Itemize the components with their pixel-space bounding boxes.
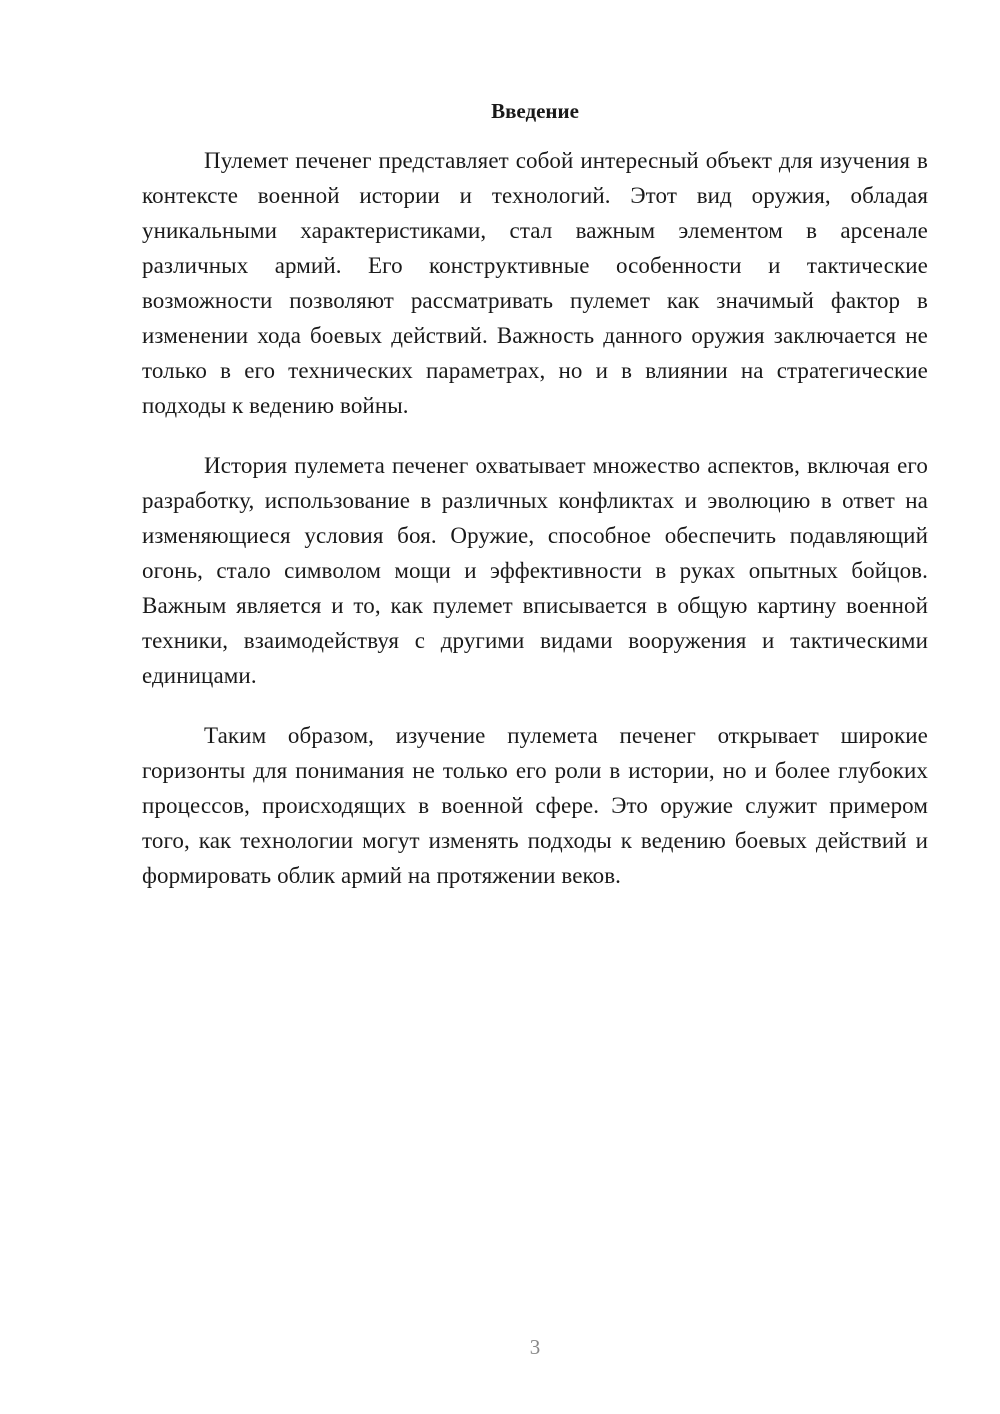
page-number: 3 — [529, 1335, 541, 1359]
body-text — [142, 143, 928, 918]
section-title: Введение — [491, 99, 579, 123]
paragraph-1: Пулемет печенег представляет собой интересный объект для изучения в контексте военной истории и технологий. Этот вид оружия, обладая уникальными характеристиками, стал важным элементом в арсенале различных армий. Его конструктивные особенности и тактические возможности позволяют рассматривать пулемет как значимый фактор в изменении хода боевых действий. Важность данного оружия заключается не только в его технических параметрах, но и в влиянии на стратегические подходы к ведению войны. — [142, 148, 928, 418]
paragraph-2: История пулемета печенег охватывает множество аспектов, включая его разработку, использование в различных конфликтах и эволюцию в ответ на изменяющиеся условия боя. Оружие, способное обеспечить подавляющий огонь, стало символом мощи и эффективности в руках опытных бойцов. Важным является и то, как пулемет вписывается в общую картину военной техники, взаимодействуя с другими видами вооружения и тактическими единицами. — [142, 453, 928, 688]
paragraph-3: Таким образом, изучение пулемета печенег открывает широкие горизонты для понимания не только его роли в истории, но и более глубоких процессов, происходящих в военной сфере. Это оружие служит примером того, как технологии могут изменять подходы к ведению боевых действий и формировать облик армий на протяжении веков. — [142, 723, 928, 888]
